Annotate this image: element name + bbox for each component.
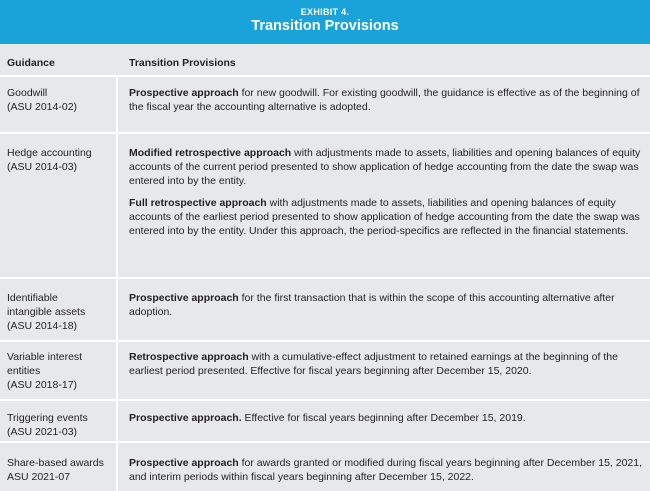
row-divider [0,75,650,77]
row-divider [0,340,650,342]
transition-cell: Prospective approach for the first transaction that is within the scope of this accounting alternative after adoption. [129,292,615,318]
transition-provisions-table [0,44,650,491]
guidance-cell: Hedge accounting (ASU 2014-03) [7,147,92,173]
exhibit-banner [0,0,650,44]
guidance-cell: Goodwill (ASU 2014-02) [7,87,78,113]
row-divider [0,399,650,401]
transition-paragraph: Modified retrospective approach with adjustments made to assets, liabilities and opening balances of equity accounts of the current period presented to show application of hedge accounting from the date the swap was entered into by the entity. [129,147,641,187]
transition-cell: Prospective approach. Effective for fiscal years beginning after December 15, 2019. [129,412,526,424]
transition-cell: Prospective approach for awards granted or modified during fiscal years beginning after December 15, 2021, and interim periods within fiscal years beginning after December 15, 2022. [129,457,643,483]
column-divider [116,77,118,491]
row-divider [0,277,650,279]
transition-cell: Retrospective approach with a cumulative-effect adjustment to retained earnings at the beginning of the earliest period presented. Effective for fiscal years beginning after December 15, 2020. [129,351,618,377]
exhibit-number: EXHIBIT 4. [300,7,350,17]
guidance-cell: Triggering events (ASU 2021-03) [7,412,88,438]
guidance-cell: Variable interest entities (ASU 2018-17) [7,351,83,391]
transition-cell: Prospective approach for new goodwill. For existing goodwill, the guidance is effective as of the beginning of the fiscal year the accounting alternative is adopted. [129,87,640,113]
row-divider [0,441,650,443]
transition-paragraph: Full retrospective approach with adjustments made to assets, liabilities and opening balances of equity accounts of the earliest period presented to show application of hedge accounting from the date the swap was entered into by the entity. Under this approach, the period-specifics are reflected in the financial statements. [129,197,640,237]
header-guidance: Guidance [7,57,55,69]
transition-cell [129,146,644,238]
guidance-cell: Identifiable intangible assets (ASU 2014-18) [7,292,86,332]
guidance-cell: Share-based awards ASU 2021-07 [7,457,104,483]
header-transition-provisions: Transition Provisions [129,57,236,69]
exhibit-title: Transition Provisions [251,18,399,34]
row-divider [0,132,650,134]
